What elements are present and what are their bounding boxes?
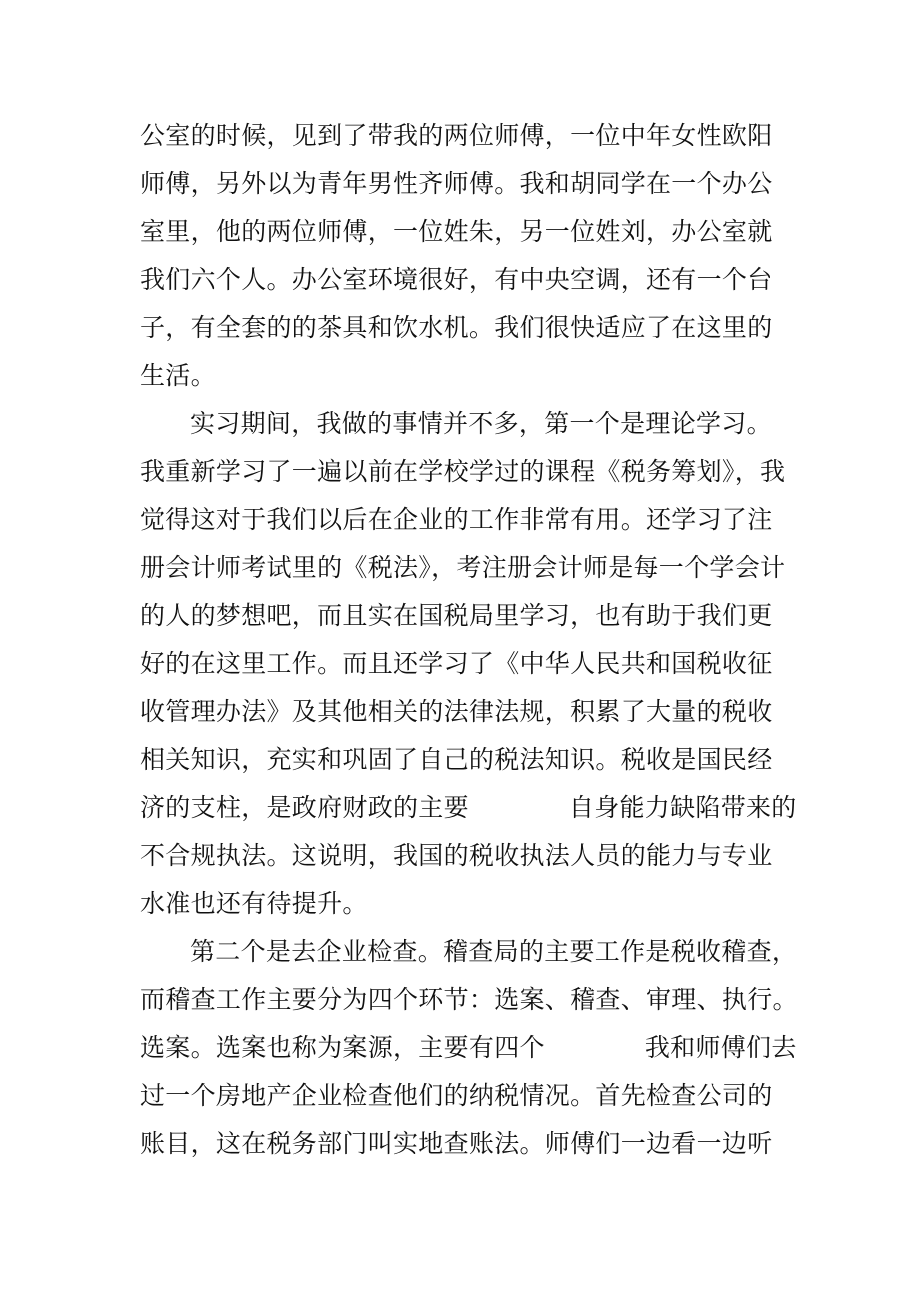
text-line: 账目，这在税务部门叫实地查账法。师傅们一边看一边听 [140,1129,773,1158]
text-segment: 选案。选案也称为案源，主要有四个 [140,1033,545,1062]
text-segment: 济的支柱，是政府财政的主要 [140,793,469,822]
text-line: 相关知识，充实和巩固了自己的税法知识。税收是国民经 [140,745,773,774]
text-line: 师傅，另外以为青年男性齐师傅。我和胡同学在一个办公 [140,169,773,198]
text-line: 收管理办法》及其他相关的法律法规，积累了大量的税收 [140,697,773,726]
text-line: 我们六个人。办公室环境很好，有中央空调，还有一个台 [140,265,773,294]
text-line: 不合规执法。这说明，我国的税收执法人员的能力与专业 [140,841,773,870]
text-line: 室里，他的两位师傅，一位姓朱，另一位姓刘，办公室就 [140,217,773,246]
text-line-with-gap [140,792,797,824]
text-line: 生活。 [140,361,216,390]
text-line: 子，有全套的的茶具和饮水机。我们很快适应了在这里的 [140,313,773,342]
text-line: 的人的梦想吧，而且实在国税局里学习，也有助于我们更 [140,601,773,630]
text-line: 我重新学习了一遍以前在学校学过的课程《税务筹划》，我 [140,457,786,486]
text-segment: 我和师傅们去 [644,1033,797,1062]
text-line: 过一个房地产企业检查他们的纳税情况。首先检查公司的 [140,1081,773,1110]
text-line: 好的在这里工作。而且还学习了《中华人民共和国税收征 [140,649,773,678]
text-line-with-gap [140,1032,797,1064]
text-line: 水准也还有待提升。 [140,889,368,918]
paragraph-start-line: 实习期间，我做的事情并不多，第一个是理论学习。 [190,409,772,438]
text-line: 册会计师考试里的《税法》，考注册会计师是每一个学会计 [140,553,786,582]
paragraph-start-line: 第二个是去企业检查。稽查局的主要工作是税收稽查， [190,937,798,966]
text-segment: 自身能力缺陷带来的 [568,793,797,822]
text-line: 公室的时候，见到了带我的两位师傅，一位中年女性欧阳 [140,121,773,150]
text-line: 觉得这对于我们以后在企业的工作非常有用。还学习了注 [140,505,773,534]
text-line: 而稽查工作主要分为四个环节：选案、稽查、审理、执行。 [140,985,798,1014]
